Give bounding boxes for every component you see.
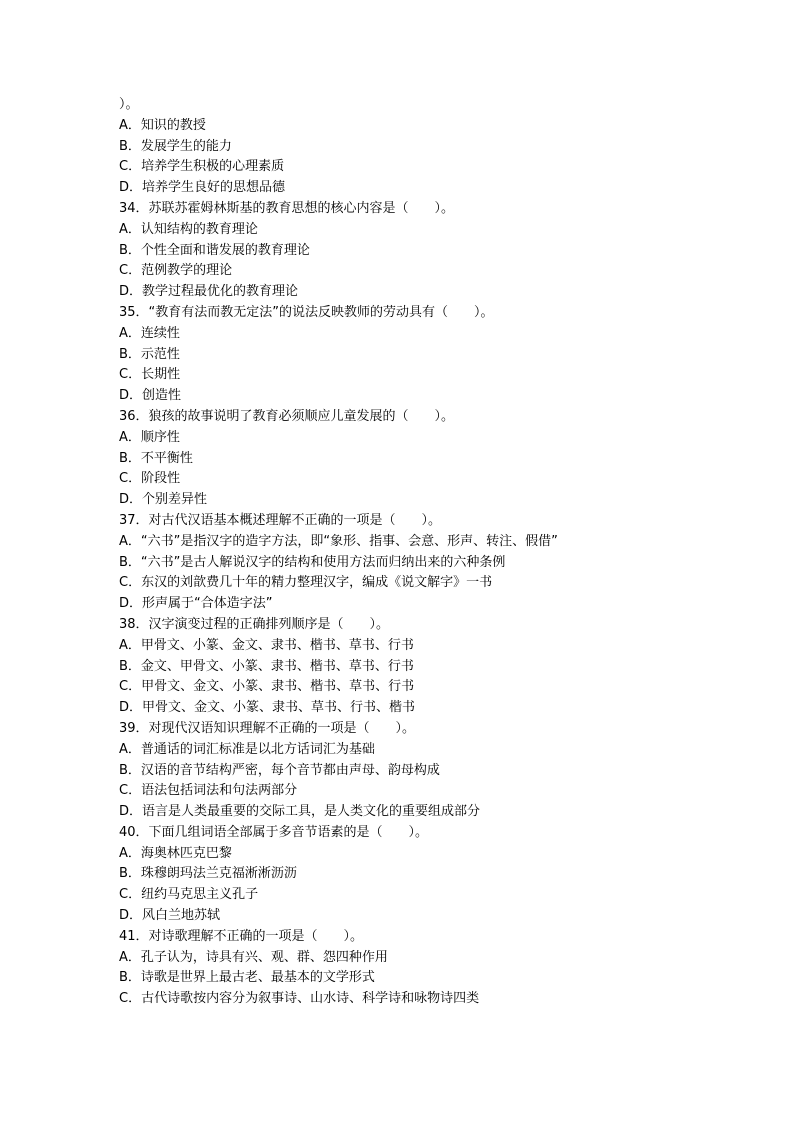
option-line: B．珠穆朗玛法兰克福淅淅沥沥 [119, 866, 297, 882]
option-line: B．不平衡性 [119, 450, 193, 466]
question-34: 34．苏联苏霍姆林斯基的教育思想的核心内容是（ ）。 [119, 200, 455, 216]
option-line: A．认知结构的教育理论 [119, 221, 258, 237]
question-37: 37．对古代汉语基本概述理解不正确的一项是（ ）。 [119, 512, 442, 528]
question-40: 40．下面几组词语全部属于多音节语素的是（ ）。 [119, 824, 429, 840]
option-line: C．阶段性 [119, 471, 181, 487]
option-line: B．个性全面和谐发展的教育理论 [119, 242, 310, 258]
option-line: D．语言是人类最重要的交际工具，是人类文化的重要组成部分 [119, 804, 481, 820]
option-line: C．培养学生积极的心理素质 [119, 159, 285, 175]
option-line: A．知识的教授 [119, 117, 206, 133]
option-line: C．语法包括词法和句法两部分 [119, 783, 298, 799]
question-39: 39．对现代汉语知识理解不正确的一项是（ ）。 [119, 720, 416, 736]
option-line: A．连续性 [119, 325, 180, 341]
option-line: C．古代诗歌按内容分为叙事诗、山水诗、科学诗和咏物诗四类 [119, 991, 480, 1007]
option-line: B．汉语的音节结构严密，每个音节都由声母、韵母构成 [119, 762, 440, 778]
option-line: C．甲骨文、金文、小篆、隶书、楷书、草书、行书 [119, 679, 415, 695]
option-line: B．金文、甲骨文、小篆、隶书、楷书、草书、行书 [119, 658, 414, 674]
option-line: C．范例教学的理论 [119, 263, 233, 279]
question-41: 41．对诗歌理解不正确的一项是（ ）。 [119, 928, 364, 944]
option-line: D．风白兰地苏轼 [119, 908, 221, 924]
option-line: B．发展学生的能力 [119, 138, 232, 154]
option-line: D．创造性 [119, 388, 182, 404]
option-line: C．东汉的刘歆费几十年的精力整理汉字，编成《说文解字》一书 [119, 575, 493, 591]
question-38: 38．汉字演变过程的正确排列顺序是（ ）。 [119, 616, 390, 632]
option-line: A．海奥林匹克巴黎 [119, 845, 232, 861]
option-line: A．甲骨文、小篆、金文、隶书、楷书、草书、行书 [119, 637, 414, 653]
option-line: B．示范性 [119, 346, 180, 362]
option-line: C．长期性 [119, 367, 181, 383]
option-line: D．甲骨文、金文、小篆、隶书、草书、行书、楷书 [119, 700, 416, 716]
option-line: C．纽约马克思主义孔子 [119, 887, 259, 903]
answer-continuation: ）。 [119, 97, 139, 112]
option-line: B．诗歌是世界上最古老、最基本的文学形式 [119, 970, 375, 986]
option-line: D．培养学生良好的思想品德 [119, 180, 286, 196]
option-line: D．个别差异性 [119, 492, 208, 508]
question-text-block [119, 95, 679, 1010]
option-line: D．教学过程最优化的教育理论 [119, 284, 299, 300]
option-line: A．普通话的词汇标准是以北方话词汇为基础 [119, 741, 375, 757]
option-line: A．孔子认为，诗具有兴、观、群、怨四种作用 [119, 949, 388, 965]
option-line: B．“六书”是古人解说汉字的结构和使用方法而归纳出来的六种条例 [119, 554, 506, 570]
question-35: 35．“教育有法而教无定法”的说法反映教师的劳动具有（ ）。 [119, 304, 494, 320]
option-line: D．形声属于“合体造字法” [119, 596, 273, 612]
option-line: A．“六书”是指汉字的造字方法，即“象形、指事、会意、形声、转注、假借” [119, 533, 558, 549]
question-36: 36．狼孩的故事说明了教育必须顺应儿童发展的（ ）。 [119, 408, 455, 424]
option-line: A．顺序性 [119, 429, 180, 445]
